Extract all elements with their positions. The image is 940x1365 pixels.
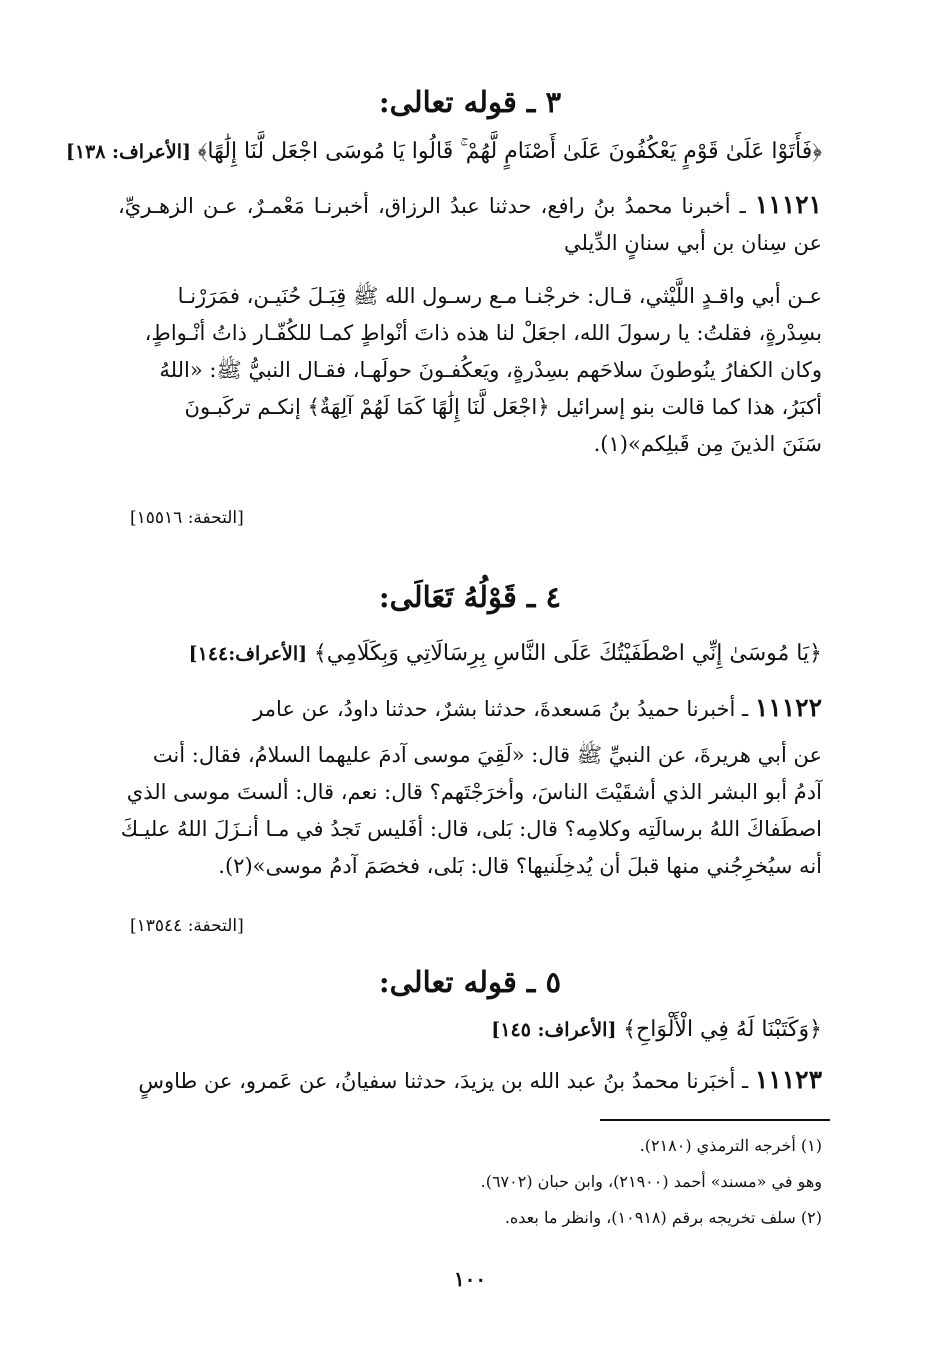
verse-reference: [الأعراف: ١٣٨] xyxy=(65,141,191,163)
verse-line-5 xyxy=(118,1012,822,1047)
quran-verse: ﴿وَكَتَبْنَا لَهُ فِي الْأَلْوَاحِ﴾ xyxy=(623,1017,822,1042)
hadith-11121 xyxy=(118,186,822,262)
isnad-text: ـ أخبرنا محمدُ بنُ رافع، حدثنا عبدُ الرزاق، أخبرنـا مَعْمـرٌ، عـن الزهـريِّ، عن سِنان بن أبي سنانٍ الدِّيلي xyxy=(118,194,822,255)
isnad xyxy=(118,689,822,728)
section-heading-5: ٥ ـ قوله تعالى: xyxy=(378,965,562,999)
matn-11121 xyxy=(118,278,822,463)
section-heading-4: ٤ ـ قَوْلُهُ تَعَالَى: xyxy=(378,580,562,614)
hadith-number: ١١١٢٣ xyxy=(754,1065,822,1094)
hadith-number: ١١١٢٢ xyxy=(754,693,822,722)
isnad-text: ـ أخبرنا حميدُ بنُ مَسعدةَ، حدثنا بشرٌ، حدثنا داودُ، عن عامر xyxy=(253,697,749,721)
matn-line: أنه سيُخرِجُني منها قبلَ أن يُدخِلَنيها؟ قال: بَلى، فخصَمَ آدمُ موسى»(٢). xyxy=(218,854,822,878)
matn-line: عـن أبي واقـدٍ اللَّيْثي، قـال: خرجْنـا مـع رسـول الله ﷺ قِبَـلَ حُنَيـن، فمَرَرْنـا xyxy=(177,284,822,308)
verse-line-3 xyxy=(65,134,822,169)
matn-line: وكان الكفارُ ينُوطونَ سلاحَهم بسِدْرةٍ، ويَعكُفـونَ حولَهـا، فقـال النبيُّ ﷺ: «اللهُ xyxy=(159,358,822,382)
isnad-text: ـ أخبَرنا محمدُ بنُ عبد الله بن يزيدَ، حدثنا سفيانُ، عن عَمرو، عن طاوسٍ xyxy=(138,1069,749,1093)
footnote-2: (٢) سلف تخريجه برقم (١٠٩١٨)، وانظر ما بعده. xyxy=(504,1208,822,1227)
footnote-1: (١) أخرجه الترمذي (٢١٨٠). xyxy=(639,1136,822,1155)
matn-line: عن أبي هريرةَ، عن النبيِّ ﷺ قال: «لَقِيَ موسى آدمَ عليهما السلامُ، فقال: أنت xyxy=(152,743,822,767)
matn-line: أكبَرُ، هذا كما قالت بنو إسرائيل ﴿اجْعَل لَّنَا إِلَٰهًا كَمَا لَهُمْ آلِهَةٌ﴾ إنكـم تركَبـونَ xyxy=(184,395,822,419)
tuhfa-reference: [التحفة: ١٣٥٤٤] xyxy=(130,916,244,936)
matn-line: سَنَنَ الذينَ مِن قَبلِكم»(١). xyxy=(593,432,822,456)
footnote-1-cont: وهو في «مسند» أحمد (٢١٩٠٠)، وابن حبان (٦٧٠٢). xyxy=(480,1172,822,1191)
verse-reference: [الأعراف:١٤٤] xyxy=(188,643,308,665)
tuhfa-reference: [التحفة: ١٥٥١٦] xyxy=(130,508,244,528)
hadith-number: ١١١٢١ xyxy=(754,190,822,219)
verse-line-4 xyxy=(118,636,822,671)
quran-verse: ﴿فَأَتَوْا عَلَىٰ قَوْمٍ يَعْكُفُونَ عَلَىٰ أَصْنَامٍ لَّهُمْ ۚ قَالُوا يَا مُوسَى اجْعَل لَّنَا إِلَٰهًا﴾ xyxy=(197,139,822,164)
isnad xyxy=(118,186,822,262)
matn-line: بسِدْرةٍ، فقلتُ: يا رسولَ الله، اجعَلْ لنا هذه ذاتَ أنْواطٍ كمـا للكُفّـار ذاتُ أنْـواطٍ، xyxy=(144,321,822,345)
hadith-11123 xyxy=(118,1061,822,1100)
page-number: ١٠٠ xyxy=(453,1267,487,1291)
matn-11122 xyxy=(118,737,822,885)
quran-verse: ﴿يَا مُوسَىٰ إِنِّي اصْطَفَيْتُكَ عَلَى النَّاسِ بِرِسَالَاتِي وَبِكَلَامِي﴾ xyxy=(313,641,822,666)
footnote-separator xyxy=(600,1119,830,1121)
matn-line: آدمُ أبو البشر الذي أشقَيْتَ الناسَ، وأخرَجْتَهم؟ قال: نعم، قال: ألستَ موسى الذي xyxy=(126,780,822,804)
verse-reference: [الأعراف: ١٤٥] xyxy=(491,1019,617,1041)
hadith-11122 xyxy=(118,689,822,728)
matn-line: اصطَفاكَ اللهُ برسالَتِه وكلامِه؟ قال: بَلى، قال: أفَليس تَجدُ في مـا أنـزَلَ اللهُ عليـكَ xyxy=(120,817,822,841)
isnad xyxy=(118,1061,822,1100)
section-heading-3: ٣ ـ قوله تعالى: xyxy=(378,85,562,119)
